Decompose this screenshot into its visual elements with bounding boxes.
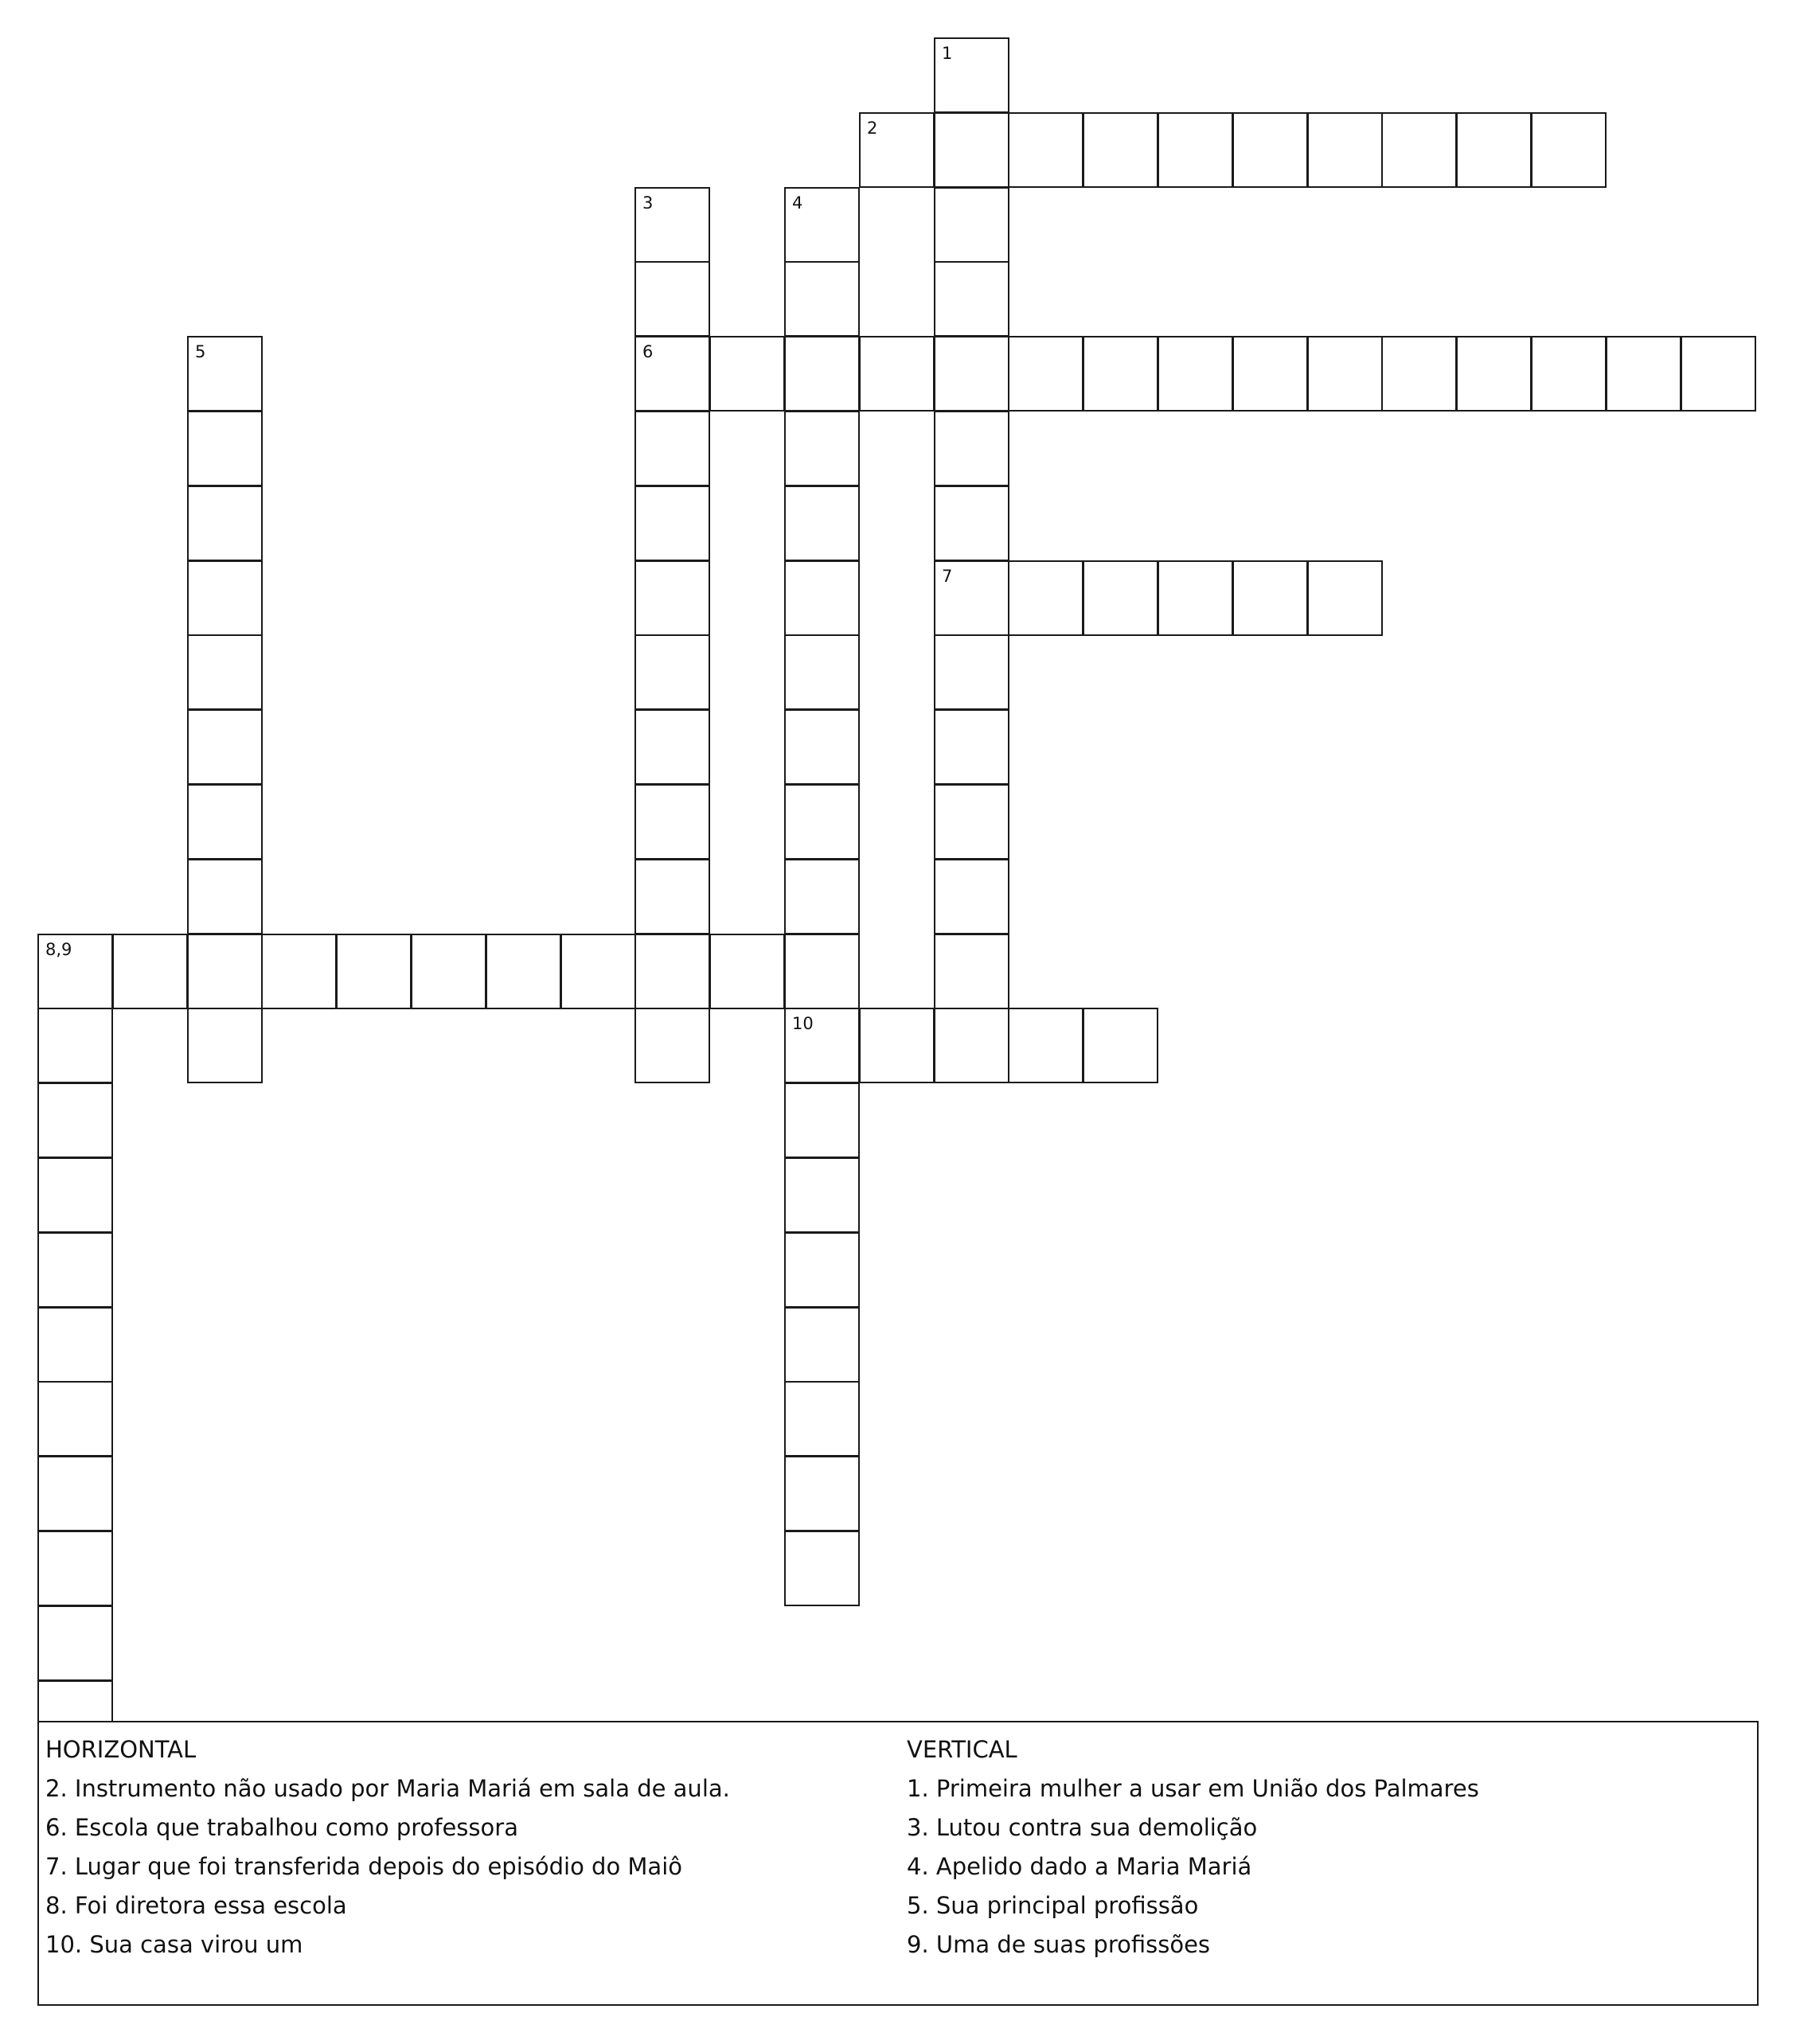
clue-number: 7 bbox=[942, 567, 953, 586]
crossword-cell[interactable] bbox=[560, 934, 636, 1009]
crossword-cell[interactable] bbox=[634, 859, 710, 934]
crossword-cell[interactable] bbox=[1456, 112, 1532, 188]
clue-vertical-5: 5. Sua principal profissão bbox=[907, 1892, 1199, 1919]
crossword-cell[interactable] bbox=[784, 1531, 860, 1606]
crossword-cell[interactable] bbox=[634, 784, 710, 860]
crossword-cell[interactable] bbox=[934, 261, 1009, 337]
crossword-cell[interactable] bbox=[634, 261, 710, 337]
crossword-cell[interactable] bbox=[934, 336, 1009, 412]
crossword-cell[interactable] bbox=[1307, 112, 1383, 188]
crossword-cell[interactable] bbox=[934, 560, 1009, 636]
crossword-cell[interactable] bbox=[934, 1008, 1009, 1083]
crossword-cell[interactable] bbox=[784, 1307, 860, 1383]
crossword-cell[interactable] bbox=[112, 934, 188, 1009]
crossword-cell[interactable] bbox=[784, 336, 860, 412]
crossword-cell[interactable] bbox=[486, 934, 561, 1009]
horizontal-heading: HORIZONTAL bbox=[45, 1736, 197, 1763]
crossword-cell[interactable] bbox=[634, 1008, 710, 1083]
crossword-cell[interactable] bbox=[934, 709, 1009, 785]
crossword-cell[interactable] bbox=[859, 112, 935, 188]
crossword-cell[interactable] bbox=[634, 336, 710, 412]
crossword-cell[interactable] bbox=[1008, 112, 1083, 188]
crossword-cell[interactable] bbox=[634, 934, 710, 1009]
crossword-cell[interactable] bbox=[934, 934, 1009, 1009]
crossword-cell[interactable] bbox=[37, 1381, 113, 1457]
crossword-cell[interactable] bbox=[1531, 112, 1607, 188]
crossword-cell[interactable] bbox=[1083, 1008, 1158, 1083]
crossword-cell[interactable] bbox=[1008, 560, 1083, 636]
clue-horizontal-8: 8. Foi diretora essa escola bbox=[45, 1892, 347, 1919]
crossword-cell[interactable] bbox=[1083, 560, 1158, 636]
crossword-cell[interactable] bbox=[37, 934, 113, 1009]
vertical-clues bbox=[907, 1730, 1479, 1964]
crossword-cell[interactable] bbox=[634, 560, 710, 636]
horizontal-clues bbox=[45, 1730, 730, 1964]
crossword-cell[interactable] bbox=[37, 1157, 113, 1233]
crossword-cell[interactable] bbox=[187, 336, 263, 412]
crossword-cell[interactable] bbox=[784, 634, 860, 710]
crossword-cell[interactable] bbox=[634, 187, 710, 263]
crossword-cell[interactable] bbox=[1606, 336, 1681, 412]
clue-vertical-9: 9. Uma de suas profissões bbox=[907, 1931, 1211, 1958]
crossword-cell[interactable] bbox=[1681, 336, 1756, 412]
crossword-cell[interactable] bbox=[187, 411, 263, 486]
crossword-cell[interactable] bbox=[784, 1082, 860, 1158]
crossword-cell[interactable] bbox=[411, 934, 486, 1009]
crossword-cell[interactable] bbox=[1008, 336, 1083, 412]
crossword-cell[interactable] bbox=[934, 859, 1009, 934]
crossword-cell[interactable] bbox=[1158, 336, 1233, 412]
crossword-cell[interactable] bbox=[187, 859, 263, 934]
clue-vertical-4: 4. Apelido dado a Maria Mariá bbox=[907, 1853, 1252, 1880]
crossword-cell[interactable] bbox=[1381, 336, 1457, 412]
clue-number: 5 bbox=[195, 342, 206, 361]
clue-horizontal-7: 7. Lugar que foi transferida depois do episódio do Maiô bbox=[45, 1853, 682, 1880]
clue-number: 10 bbox=[792, 1014, 814, 1033]
crossword-cell[interactable] bbox=[784, 709, 860, 785]
crossword-cell[interactable] bbox=[934, 411, 1009, 486]
clue-number: 4 bbox=[792, 193, 803, 213]
crossword-cell[interactable] bbox=[187, 560, 263, 636]
crossword-cell[interactable] bbox=[1307, 336, 1383, 412]
clue-horizontal-10: 10. Sua casa virou um bbox=[45, 1931, 303, 1958]
crossword-cell[interactable] bbox=[709, 934, 785, 1009]
crossword-cell[interactable] bbox=[859, 1008, 935, 1083]
crossword-cell[interactable] bbox=[187, 934, 263, 1009]
crossword-cell[interactable] bbox=[784, 934, 860, 1009]
crossword-cell[interactable] bbox=[784, 187, 860, 263]
crossword-cell[interactable] bbox=[37, 1232, 113, 1308]
clue-number: 1 bbox=[942, 44, 953, 63]
crossword-cell[interactable] bbox=[187, 784, 263, 860]
crossword-cell[interactable] bbox=[1158, 112, 1233, 188]
clue-number: 6 bbox=[642, 342, 654, 361]
crossword-cell[interactable] bbox=[784, 1232, 860, 1308]
crossword-cell[interactable] bbox=[261, 934, 337, 1009]
crossword-cell[interactable] bbox=[1381, 112, 1457, 188]
clue-vertical-3: 3. Lutou contra sua demolição bbox=[907, 1814, 1258, 1841]
crossword-cell[interactable] bbox=[934, 112, 1009, 188]
clues-box bbox=[37, 1721, 1759, 2006]
clue-number: 2 bbox=[867, 119, 878, 138]
crossword-cell[interactable] bbox=[709, 336, 785, 412]
crossword-cell[interactable] bbox=[187, 486, 263, 561]
crossword-cell[interactable] bbox=[187, 1008, 263, 1083]
clue-number: 8,9 bbox=[45, 940, 72, 959]
crossword-cell[interactable] bbox=[934, 37, 1009, 113]
crossword-cell[interactable] bbox=[37, 1456, 113, 1531]
crossword-cell[interactable] bbox=[784, 411, 860, 486]
crossword-cell[interactable] bbox=[1232, 560, 1308, 636]
crossword-cell[interactable] bbox=[37, 1605, 113, 1681]
crossword-cell[interactable] bbox=[934, 634, 1009, 710]
crossword-cell[interactable] bbox=[37, 1082, 113, 1158]
crossword-cell[interactable] bbox=[634, 486, 710, 561]
crossword-cell[interactable] bbox=[1008, 1008, 1083, 1083]
crossword-cell[interactable] bbox=[784, 261, 860, 337]
vertical-heading: VERTICAL bbox=[907, 1736, 1017, 1763]
crossword-cell[interactable] bbox=[784, 560, 860, 636]
crossword-cell[interactable] bbox=[784, 486, 860, 561]
crossword-cell[interactable] bbox=[1531, 336, 1607, 412]
crossword-cell[interactable] bbox=[784, 1381, 860, 1457]
crossword-cell[interactable] bbox=[1232, 336, 1308, 412]
clue-vertical-1: 1. Primeira mulher a usar em União dos Palmares bbox=[907, 1775, 1479, 1802]
crossword-cell[interactable] bbox=[1083, 112, 1158, 188]
crossword-cell[interactable] bbox=[187, 709, 263, 785]
crossword-cell[interactable] bbox=[1232, 112, 1308, 188]
crossword-cell[interactable] bbox=[1083, 336, 1158, 412]
clue-horizontal-2: 2. Instrumento não usado por Maria Mariá em sala de aula. bbox=[45, 1775, 730, 1802]
crossword-cell[interactable] bbox=[1158, 560, 1233, 636]
crossword-cell[interactable] bbox=[859, 336, 935, 412]
crossword-cell[interactable] bbox=[784, 1456, 860, 1531]
crossword-cell[interactable] bbox=[784, 1008, 860, 1083]
crossword-cell[interactable] bbox=[784, 859, 860, 934]
crossword-cell[interactable] bbox=[1307, 560, 1383, 636]
crossword-cell[interactable] bbox=[934, 486, 1009, 561]
crossword-cell[interactable] bbox=[37, 1008, 113, 1083]
crossword-cell[interactable] bbox=[634, 411, 710, 486]
crossword-cell[interactable] bbox=[336, 934, 412, 1009]
crossword-cell[interactable] bbox=[934, 784, 1009, 860]
crossword-cell[interactable] bbox=[187, 634, 263, 710]
crossword-cell[interactable] bbox=[784, 784, 860, 860]
crossword-cell[interactable] bbox=[634, 634, 710, 710]
crossword-cell[interactable] bbox=[1456, 336, 1532, 412]
clue-horizontal-6: 6. Escola que trabalhou como professora bbox=[45, 1814, 518, 1841]
crossword-cell[interactable] bbox=[634, 709, 710, 785]
crossword-cell[interactable] bbox=[934, 187, 1009, 263]
crossword-cell[interactable] bbox=[784, 1157, 860, 1233]
crossword-cell[interactable] bbox=[37, 1307, 113, 1383]
crossword-cell[interactable] bbox=[37, 1531, 113, 1606]
clue-number: 3 bbox=[642, 193, 654, 213]
